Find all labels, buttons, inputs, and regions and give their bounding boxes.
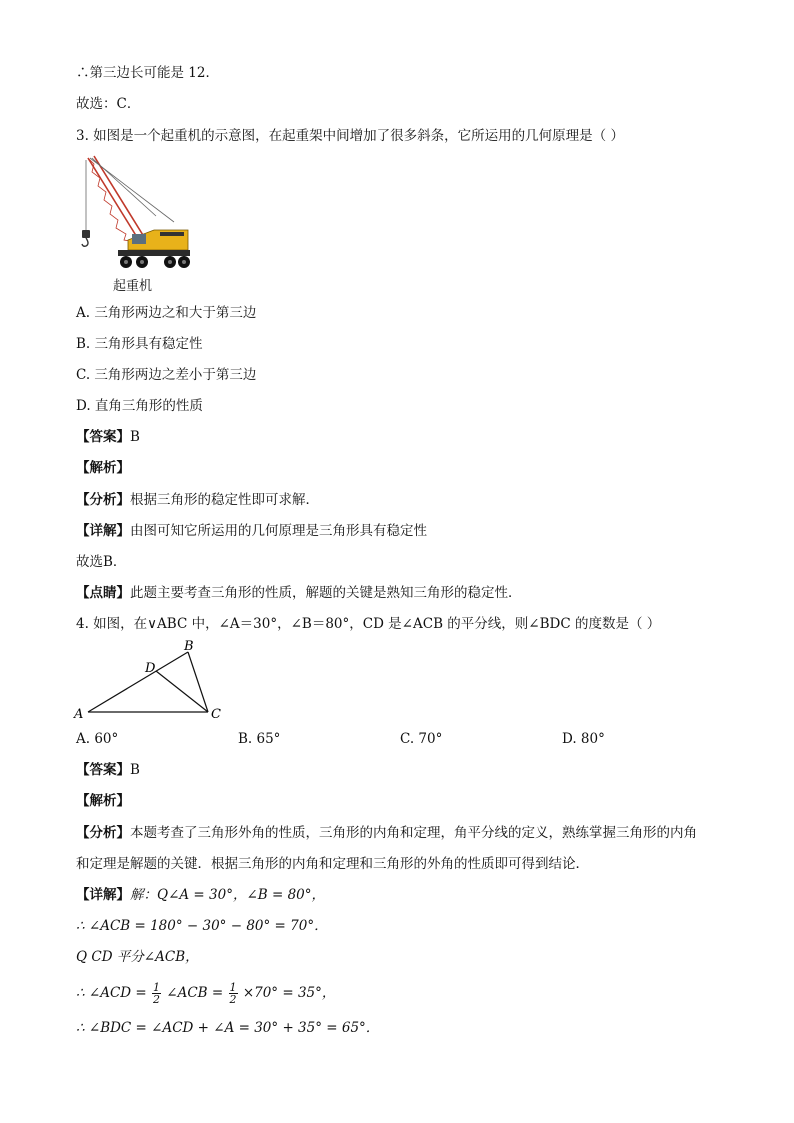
q3-xiangjie: 【详解】由图可知它所运用的几何原理是三角形具有稳定性 [76,523,427,539]
q4-step5: ∴ ∠BDC = ∠ACD + ∠A = 30° + 35° = 65°． [76,1020,380,1036]
q4-stem: 4. 如图，在∨ABC 中，∠A＝30°，∠B＝80°，CD 是∠ACB 的平分线，则∠BDC 的度数是（ ） [76,616,661,632]
crane-body [118,230,190,256]
label-b: B [184,639,194,654]
q4-step1: 【详解】解：Q∠A = 30°，∠B = 80°， [76,887,326,903]
q4-option-a: A. 60° [76,731,119,747]
label-d: D [145,661,156,676]
q3-analysis-tag: 【解析】 [76,460,130,476]
answer-value: B [130,429,140,445]
q3-option-c: C. 三角形两边之差小于第三边 [76,367,257,383]
q4-fenxi-line2: 和定理是解题的关键．根据三角形的内角和定理和三角形的外角的性质即可得到结论． [76,856,589,872]
q3-choose: 故选B． [76,554,127,570]
fraction-half-2: $\frac{1}{2}$ [229,981,237,1006]
crane-caption: 起重机 [113,279,153,294]
answer-tag: 【答案】 [76,429,130,445]
fraction-half-1: $\frac{1}{2}$ [153,981,160,1006]
q2-conclusion: ∴第三边长可能是 12． [76,65,219,81]
q3-fenxi: 【分析】根据三角形的稳定性即可求解． [76,492,319,508]
crane-wheels [120,256,190,268]
q4-answer: 【答案】B [76,762,140,778]
crane-figure [76,150,191,272]
label-c: C [211,707,221,722]
q4-option-d: D. 80° [562,731,605,747]
q3-stem: 3. 如图是一个起重机的示意图，在起重架中间增加了很多斜条，它所运用的几何原理是（ ） [76,128,624,144]
triangle-figure [72,638,232,724]
crane-cables [86,158,174,232]
q4-step4: ∴ ∠ACD = $\frac{1}{2}$ ∠ACB = $\frac{1}{2}$ ×70° = 35°， [76,981,336,1006]
crane-hook [82,230,90,246]
q4-fenxi-line1: 【分析】本题考查了三角形外角的性质，三角形的内角和定理，角平分线的定义，熟练掌握三角形的内角 [76,825,697,841]
q2-choice: 故选：C． [76,96,141,112]
q3-dianjing: 【点睛】此题主要考查三角形的性质，解题的关键是熟知三角形的稳定性． [76,585,522,601]
q3-answer [76,428,140,446]
q4-step2: ∴ ∠ACB = 180° − 30° − 80° = 70°． [76,918,328,934]
q4-step3: Q CD 平分∠ACB， [76,949,199,965]
q4-option-b: B. 65° [238,731,281,747]
side-bc [188,652,208,712]
side-ab [88,652,188,712]
label-a: A [74,707,84,722]
q4-analysis-tag: 【解析】 [76,793,130,809]
q4-option-c: C. 70° [400,731,443,747]
bisector-cd [156,671,208,712]
q3-option-a: A. 三角形两边之和大于第三边 [76,305,257,321]
q3-option-b: B. 三角形具有稳定性 [76,336,203,352]
q3-option-d: D. 直角三角形的性质 [76,398,203,414]
